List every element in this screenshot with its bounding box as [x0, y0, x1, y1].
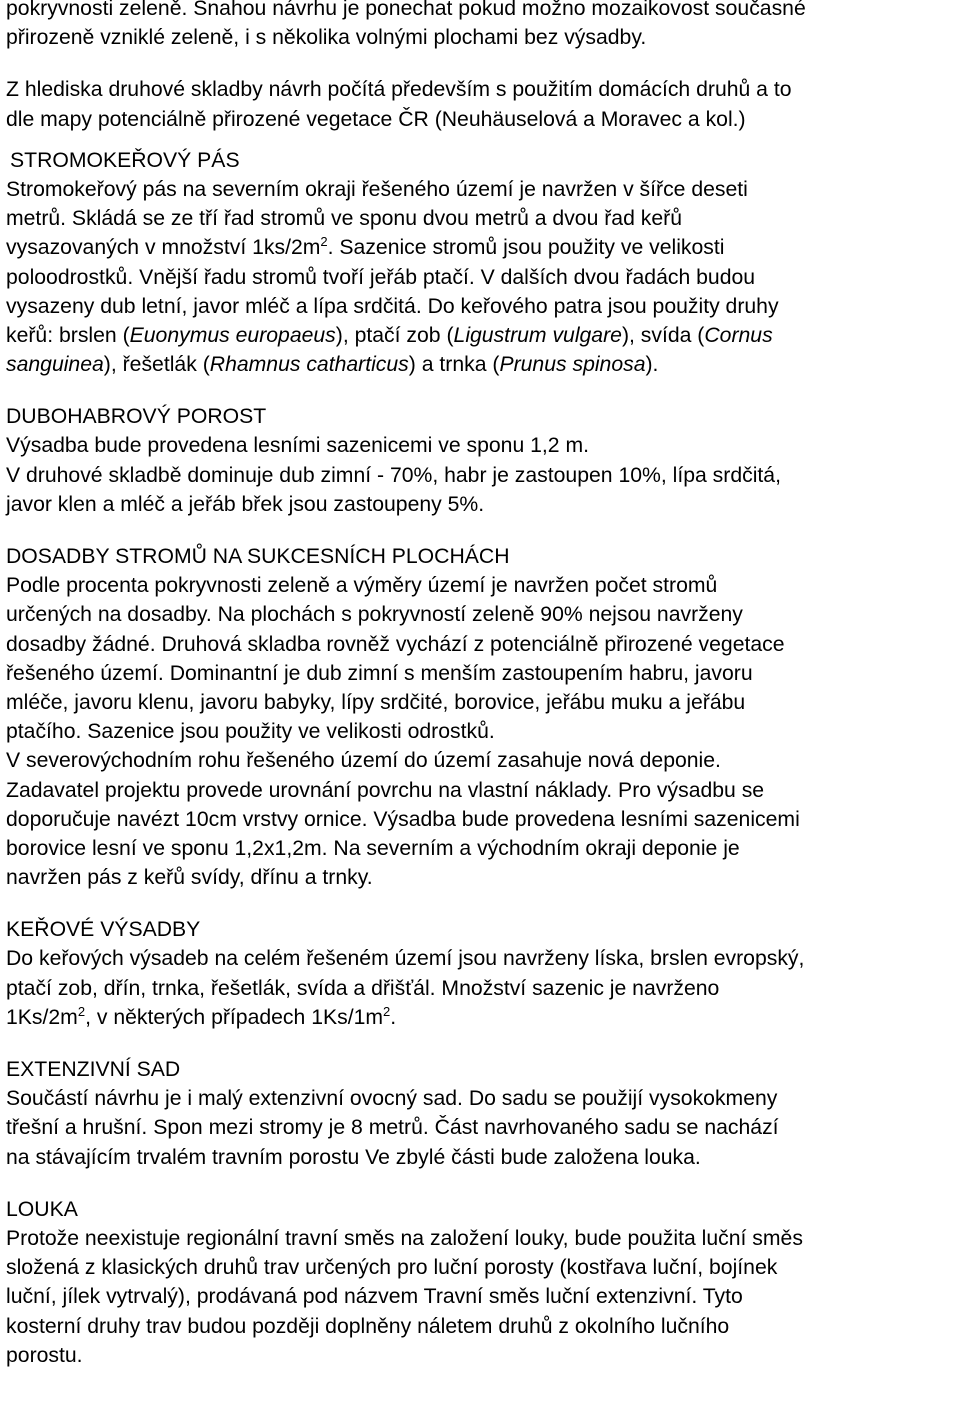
section-heading: EXTENZIVNÍ SAD: [6, 1058, 181, 1081]
text-line: porostu.: [6, 1343, 83, 1367]
text-line: Z hlediska druhové skladby návrh počítá především s použitím domácích druhů a to: [6, 78, 792, 102]
superscript: 2: [320, 234, 328, 250]
paragraph-gap: [6, 134, 956, 146]
text-line: na stávajícím trvalém travním porostu Ve zbylé části bude založena louka.: [6, 1145, 701, 1169]
text-line: poloodrostků. Vnější řadu stromů tvoří jeřáb ptačí. V dalších dvou řadách budou: [6, 265, 756, 289]
text-line: borovice lesní ve sponu 1,2x1,2m. Na severním a východním okraji deponie je: [6, 836, 740, 860]
text-line: určených na dosadby. Na plochách s pokryvností zeleně 90% nejsou navrženy: [6, 603, 743, 627]
superscript: 2: [383, 1003, 391, 1019]
text-line: metrů. Skládá se ze tří řad stromů ve sponu dvou metrů a dvou řad keřů: [6, 207, 682, 231]
section-extenzivni-sad: [6, 1055, 956, 1172]
latin-name: Ligustrum vulgare: [453, 323, 622, 347]
latin-name: sanguinea: [6, 353, 104, 377]
paragraph-gap: [6, 52, 956, 75]
species-paragraph: [6, 75, 956, 133]
text-line: $1Ks/2m^2$, v některých případech $1Ks/1m^2$.: [6, 1003, 397, 1029]
text-line: složená z klasických druhů trav určených pro luční porosty (kostřava luční, bojínek: [6, 1256, 778, 1280]
text-line: dle mapy potenciálně přirozené vegetace ČR (Neuhäuselová a Moravec a kol.): [6, 107, 746, 131]
intro-paragraph: [6, 0, 956, 52]
latin-name: Rhamnus catharticus: [209, 353, 409, 377]
paragraph-gap: [6, 379, 956, 402]
text-line: mléče, javoru klenu, javoru babyky, lípy srdčité, borovice, jeřábu muku a jeřábu: [6, 690, 746, 714]
paragraph-gap: [6, 892, 956, 915]
text-line: Zadavatel projektu provede urovnání povrchu na vlastní náklady. Pro výsadbu se: [6, 778, 765, 802]
document-page: [6, 0, 956, 1370]
text-line: V severovýchodním rohu řešeného území do území zasahuje nová deponie.: [6, 749, 721, 773]
paragraph-gap: [6, 1172, 956, 1195]
paragraph-gap: [6, 519, 956, 542]
latin-name: Euonymus europaeus: [129, 323, 336, 347]
latin-name: Prunus spinosa: [499, 353, 646, 377]
text-line: Součástí návrhu je i malý extenzivní ovocný sad. Do sadu se použijí vysokokmeny: [6, 1087, 778, 1111]
text-line: sanguinea), řešetlák (Rhamnus catharticus) a trnka (Prunus spinosa).: [6, 353, 659, 377]
text-line: Výsadba bude provedena lesními sazenicemi ve sponu 1,2 m.: [6, 434, 589, 458]
text-line: javor klen a mléč a jeřáb břek jsou zastoupeny 5%.: [6, 492, 485, 516]
text-line: Stromokeřový pás na severním okraji řešeného území je navržen v šířce deseti: [6, 177, 748, 201]
superscript: 2: [77, 1003, 86, 1019]
section-kerove-vysadby: [6, 915, 956, 1032]
text-line: navržen pás z keřů svídy, dřínu a trnky.: [6, 866, 373, 890]
section-heading: STROMOKEŘOVÝ PÁS: [10, 148, 240, 172]
text-line: Podle procenta pokryvnosti zeleně a výměry území je navržen počet stromů: [6, 574, 718, 598]
section-stromokerovy-pas: [6, 146, 956, 380]
text-line: Protože neexistuje regionální travní směs na založení louky, bude použita luční směs: [6, 1226, 803, 1250]
section-dosadby: [6, 542, 956, 892]
latin-name: Cornus: [704, 323, 773, 347]
section-heading: DOSADBY STROMŮ NA SUKCESNÍCH PLOCHÁCH: [6, 545, 510, 568]
text-line: V druhové skladbě dominuje dub zimní - 70%, habr je zastoupen 10%, lípa srdčitá,: [6, 463, 781, 487]
text-line: ptačího. Sazenice jsou použity ve velikosti odrostků.: [6, 720, 495, 744]
text-line: luční, jílek vytrvalý), prodávaná pod názvem Travní směs luční extenzivní. Tyto: [6, 1285, 743, 1309]
text-line: pokryvnosti zeleně. Snahou návrhu je ponechat pokud možno mozaikovost současné: [6, 0, 806, 20]
text-line: keřů: brslen (Euonymus europaeus), ptačí zob (Ligustrum vulgare), svída (Cornus: [6, 323, 773, 347]
section-louka: [6, 1195, 956, 1370]
text-line: dosadby žádné. Druhová skladba rovněž vychází z potenciálně přirozené vegetace: [6, 632, 785, 656]
text-line: kosterní druhy trav budou později doplněny náletem druhů z okolního lučního: [6, 1314, 730, 1338]
section-heading: LOUKA: [6, 1197, 78, 1221]
text-line: doporučuje navézt 10cm vrstvy ornice. Výsadba bude provedena lesními sazenicemi: [6, 807, 800, 831]
section-dubohabrovy-porost: [6, 402, 956, 519]
section-heading: KEŘOVÉ VÝSADBY: [6, 918, 201, 942]
text-line: řešeného území. Dominantní je dub zimní s menším zastoupením habru, javoru: [6, 661, 753, 685]
section-heading: DUBOHABROVÝ POROST: [6, 405, 267, 429]
paragraph-gap: [6, 1032, 956, 1055]
text-line: vysazeny dub letní, javor mléč a lípa srdčitá. Do keřového patra jsou použity druhy: [6, 294, 779, 318]
text-line: ptačí zob, dřín, trnka, řešetlák, svída a dřišťál. Množství sazenic je navrženo: [6, 976, 720, 1000]
text-line: vysazovaných v množství $1ks/2m^2$. Sazenice stromů jsou použity ve velikosti: [6, 234, 725, 260]
text-line: přirozeně vzniklé zeleně, i s několika volnými plochami bez výsadby.: [6, 26, 647, 50]
text-line: třešní a hrušní. Spon mezi stromy je 8 metrů. Část navrhovaného sadu se nachází: [6, 1116, 779, 1140]
text-line: Do keřových výsadeb na celém řešeném území jsou navrženy líska, brslen evropský,: [6, 947, 805, 971]
